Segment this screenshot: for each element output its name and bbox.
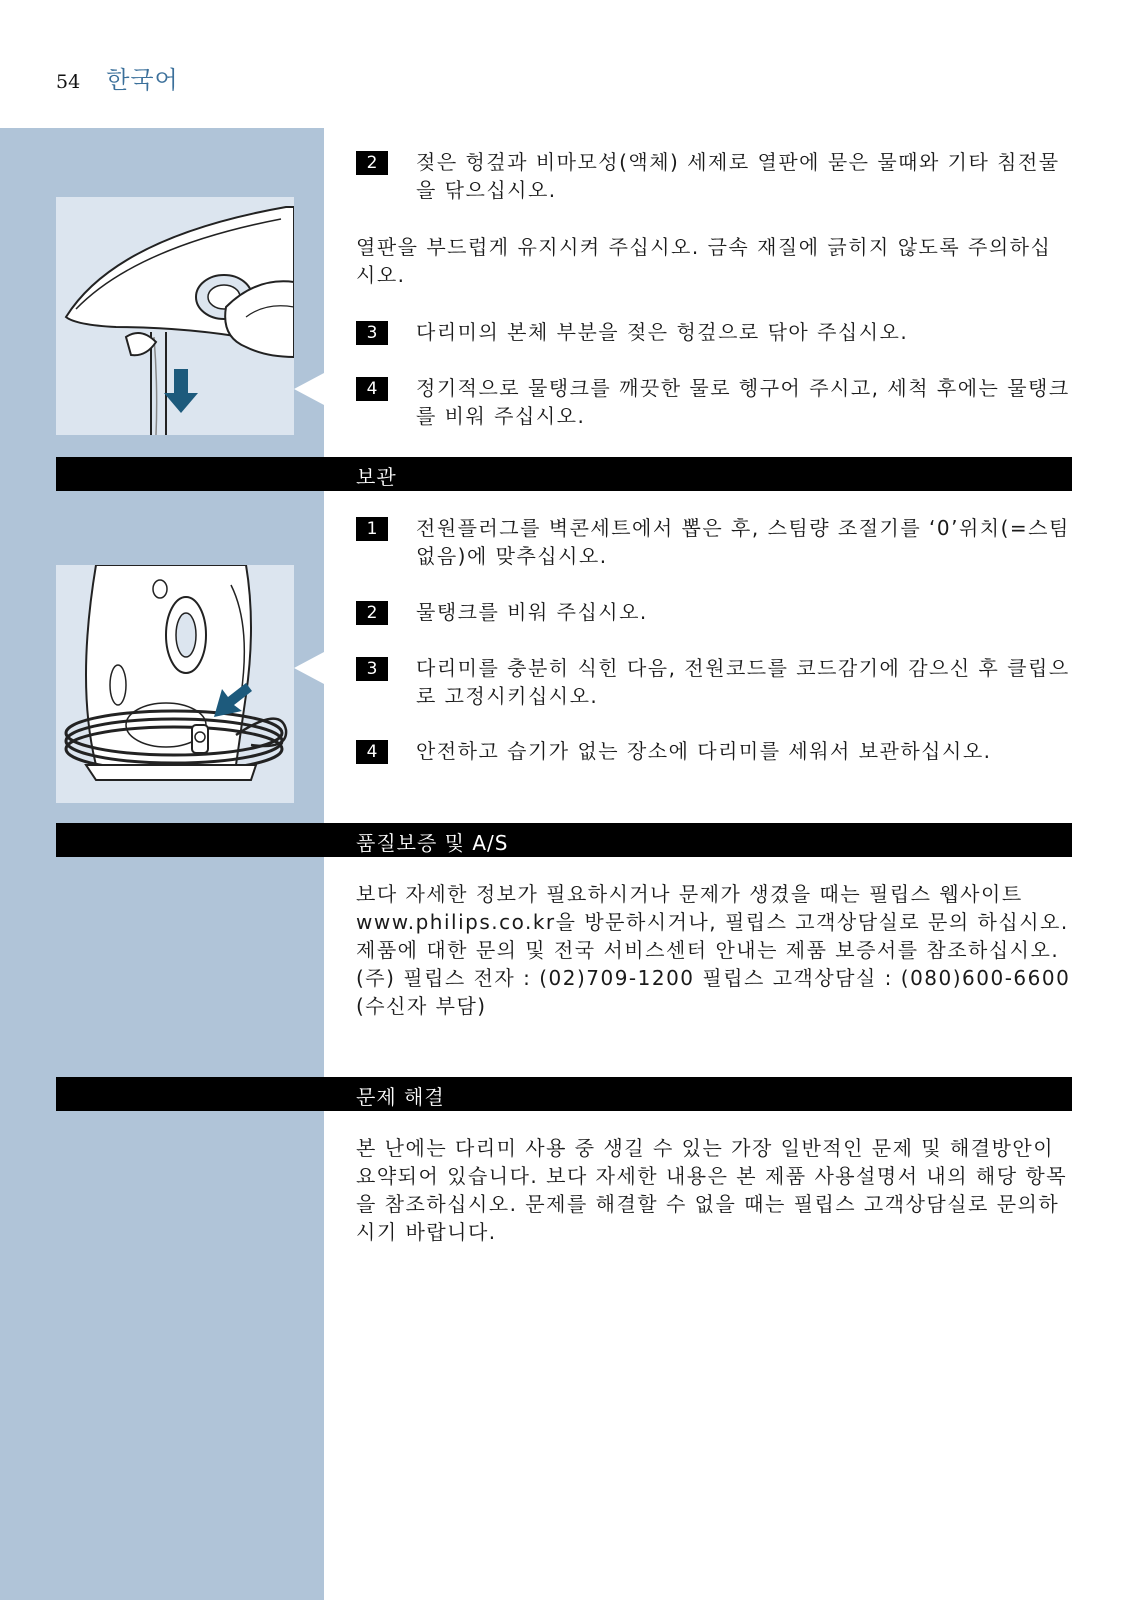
storage-step-2 <box>356 598 1072 626</box>
troubleshooting-text: 본 난에는 다리미 사용 중 생길 수 있는 가장 일반적인 문제 및 해결방안이 요약되어 있습니다. 보다 자세한 내용은 본 제품 사용설명서 내의 해당 항목을 참조하십시오. 문제를 해결할 수 없을 때는 필립스 고객상담실로 문의하시기 바랍니다. <box>356 1136 1068 1244</box>
section-title: 보관 <box>356 465 397 489</box>
step-text: 안전하고 습기가 없는 장소에 다리미를 세워서 보관하십시오. <box>416 739 992 763</box>
step-text: 전원플러그를 벽콘세트에서 뽑은 후, 스팀량 조절기를 ‘0’위치(=스팀없음)에 맞추십시오. <box>416 516 1070 568</box>
section-title: 품질보증 및 A/S <box>356 831 509 855</box>
storage-step-3 <box>356 654 1072 710</box>
section-heading-troubleshooting <box>56 1077 1072 1111</box>
step-number: 3 <box>356 657 388 681</box>
step-number: 1 <box>356 517 388 541</box>
step-text: 다리미의 본체 부분을 젖은 헝겊으로 닦아 주십시오. <box>416 320 909 344</box>
cleaning-note: 열판을 부드럽게 유지시켜 주십시오. 금속 재질에 긁히지 않도록 주의하십시오. <box>356 235 1052 287</box>
page-language: 한국어 <box>106 66 179 94</box>
step-number: 3 <box>356 321 388 345</box>
step-number: 2 <box>356 601 388 625</box>
illustration-pointer <box>294 373 324 405</box>
cleaning-step-4 <box>356 374 1072 430</box>
step-text: 다리미를 충분히 식힌 다음, 전원코드를 코드감기에 감으신 후 클립으로 고정시키십시오. <box>416 656 1070 708</box>
step-text: 물탱크를 비워 주십시오. <box>416 600 648 624</box>
step-number: 2 <box>356 151 388 175</box>
step-number: 4 <box>356 740 388 764</box>
storage-step-4 <box>356 737 1072 765</box>
step-text: 정기적으로 물탱크를 깨끗한 물로 헹구어 주시고, 세척 후에는 물탱크를 비워 주십시오. <box>416 376 1070 428</box>
section-title: 문제 해결 <box>356 1085 445 1109</box>
storage-illustration <box>56 565 294 803</box>
iron-soleplate-drawing <box>56 197 294 435</box>
step-number: 4 <box>356 377 388 401</box>
section-heading-warranty <box>56 823 1072 857</box>
section-heading-storage <box>56 457 1072 491</box>
warranty-text: 보다 자세한 정보가 필요하시거나 문제가 생겼을 때는 필립스 웹사이트 www.philips.co.kr을 방문하시거나, 필립스 고객상담실로 문의 하십시오. 제품에 대한 문의 및 전국 서비스센터 안내는 제품 보증서를 참조하십시오. (주) 필립스 전자 : (02)709-1200 필립스 고객상담실 : (080)600-6600 (수신자 부담) <box>356 882 1071 1018</box>
step-text: 젖은 헝겊과 비마모성(액체) 세제로 열판에 묻은 물때와 기타 침전물을 닦으십시오. <box>416 150 1060 202</box>
storage-step-1 <box>356 514 1072 570</box>
cleaning-step-3 <box>356 318 1072 346</box>
soleplate-cleaning-illustration <box>56 197 294 435</box>
page-header <box>56 60 179 100</box>
iron-cord-storage-drawing <box>56 565 294 803</box>
illustration-pointer <box>294 652 324 684</box>
page-number: 54 <box>56 71 81 93</box>
cleaning-step-2 <box>356 148 1072 204</box>
